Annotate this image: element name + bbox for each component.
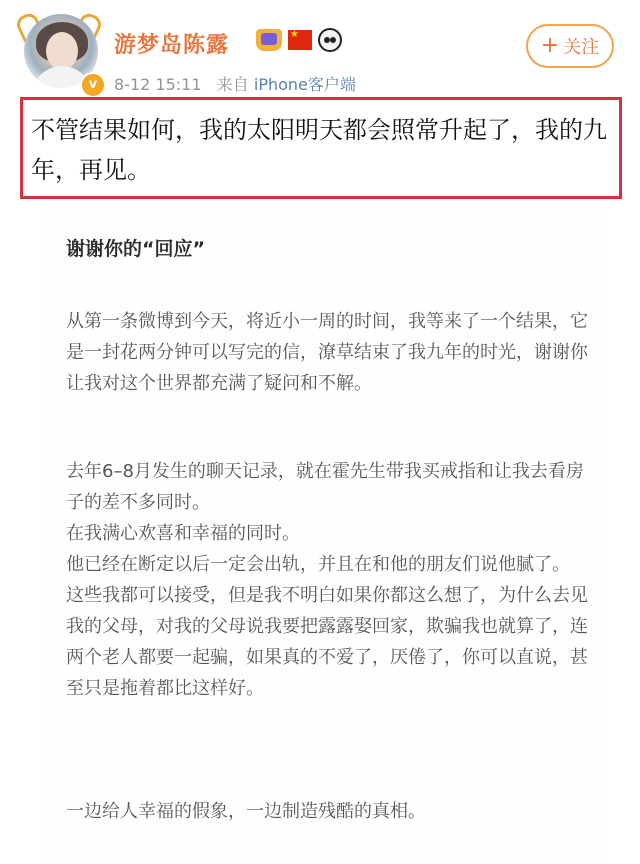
source-link[interactable]: iPhone客户端 [253,75,356,94]
name-badges [256,28,342,52]
letter-image[interactable] [46,206,606,864]
follow-label: 关注 [563,37,600,58]
letter-paragraph-2: 去年6–8月发生的聊天记录，就在霍先生带我买戒指和让我去看房子的差不多同时。 在我满心欢喜和幸福的同时。 他已经在断定以后一定会出轨，并且在和他的朋友们说他腻了。 这些我都可以接受，但是我不明白如果你都这么想了，为什么去见我的父母，对我的父母说我要把露露娶回家，欺骗我也就算了，连两个老人都要一起骗，如果真的不爱了，厌倦了，你可以直说，甚至只是拖着都比这样好。 [66,461,588,699]
letter-paragraph-3: 一边给人幸福的假象，一边制造残酷的真相。 [66,801,426,822]
verified-badge-icon: v [80,72,106,98]
source-prefix: 来自 [216,75,249,94]
timestamp: 8-12 15:11 [114,75,202,94]
post-header [0,0,640,100]
user-name[interactable]: 游梦岛陈露 [114,33,230,58]
letter-paragraph-1: 从第一条微博到今天，将近小一周的时间，我等来了一个结果，它是一封花两分钟可以写完的信，潦草结束了我九年的时光，谢谢你让我对这个世界都充满了疑问和不解。 [66,311,588,394]
plus-icon: + [540,33,560,58]
china-flag-icon [288,30,312,50]
post-highlight-box [20,97,622,199]
letter-title: 谢谢你的“回应” [66,238,205,260]
post-text: 不管结果如何，我的太阳明天都会照常升起了，我的九年，再见。 [31,116,607,184]
post-meta [114,72,356,95]
crown-icon[interactable] [256,29,282,51]
follow-button[interactable] [526,24,614,68]
panda-icon [318,28,342,52]
